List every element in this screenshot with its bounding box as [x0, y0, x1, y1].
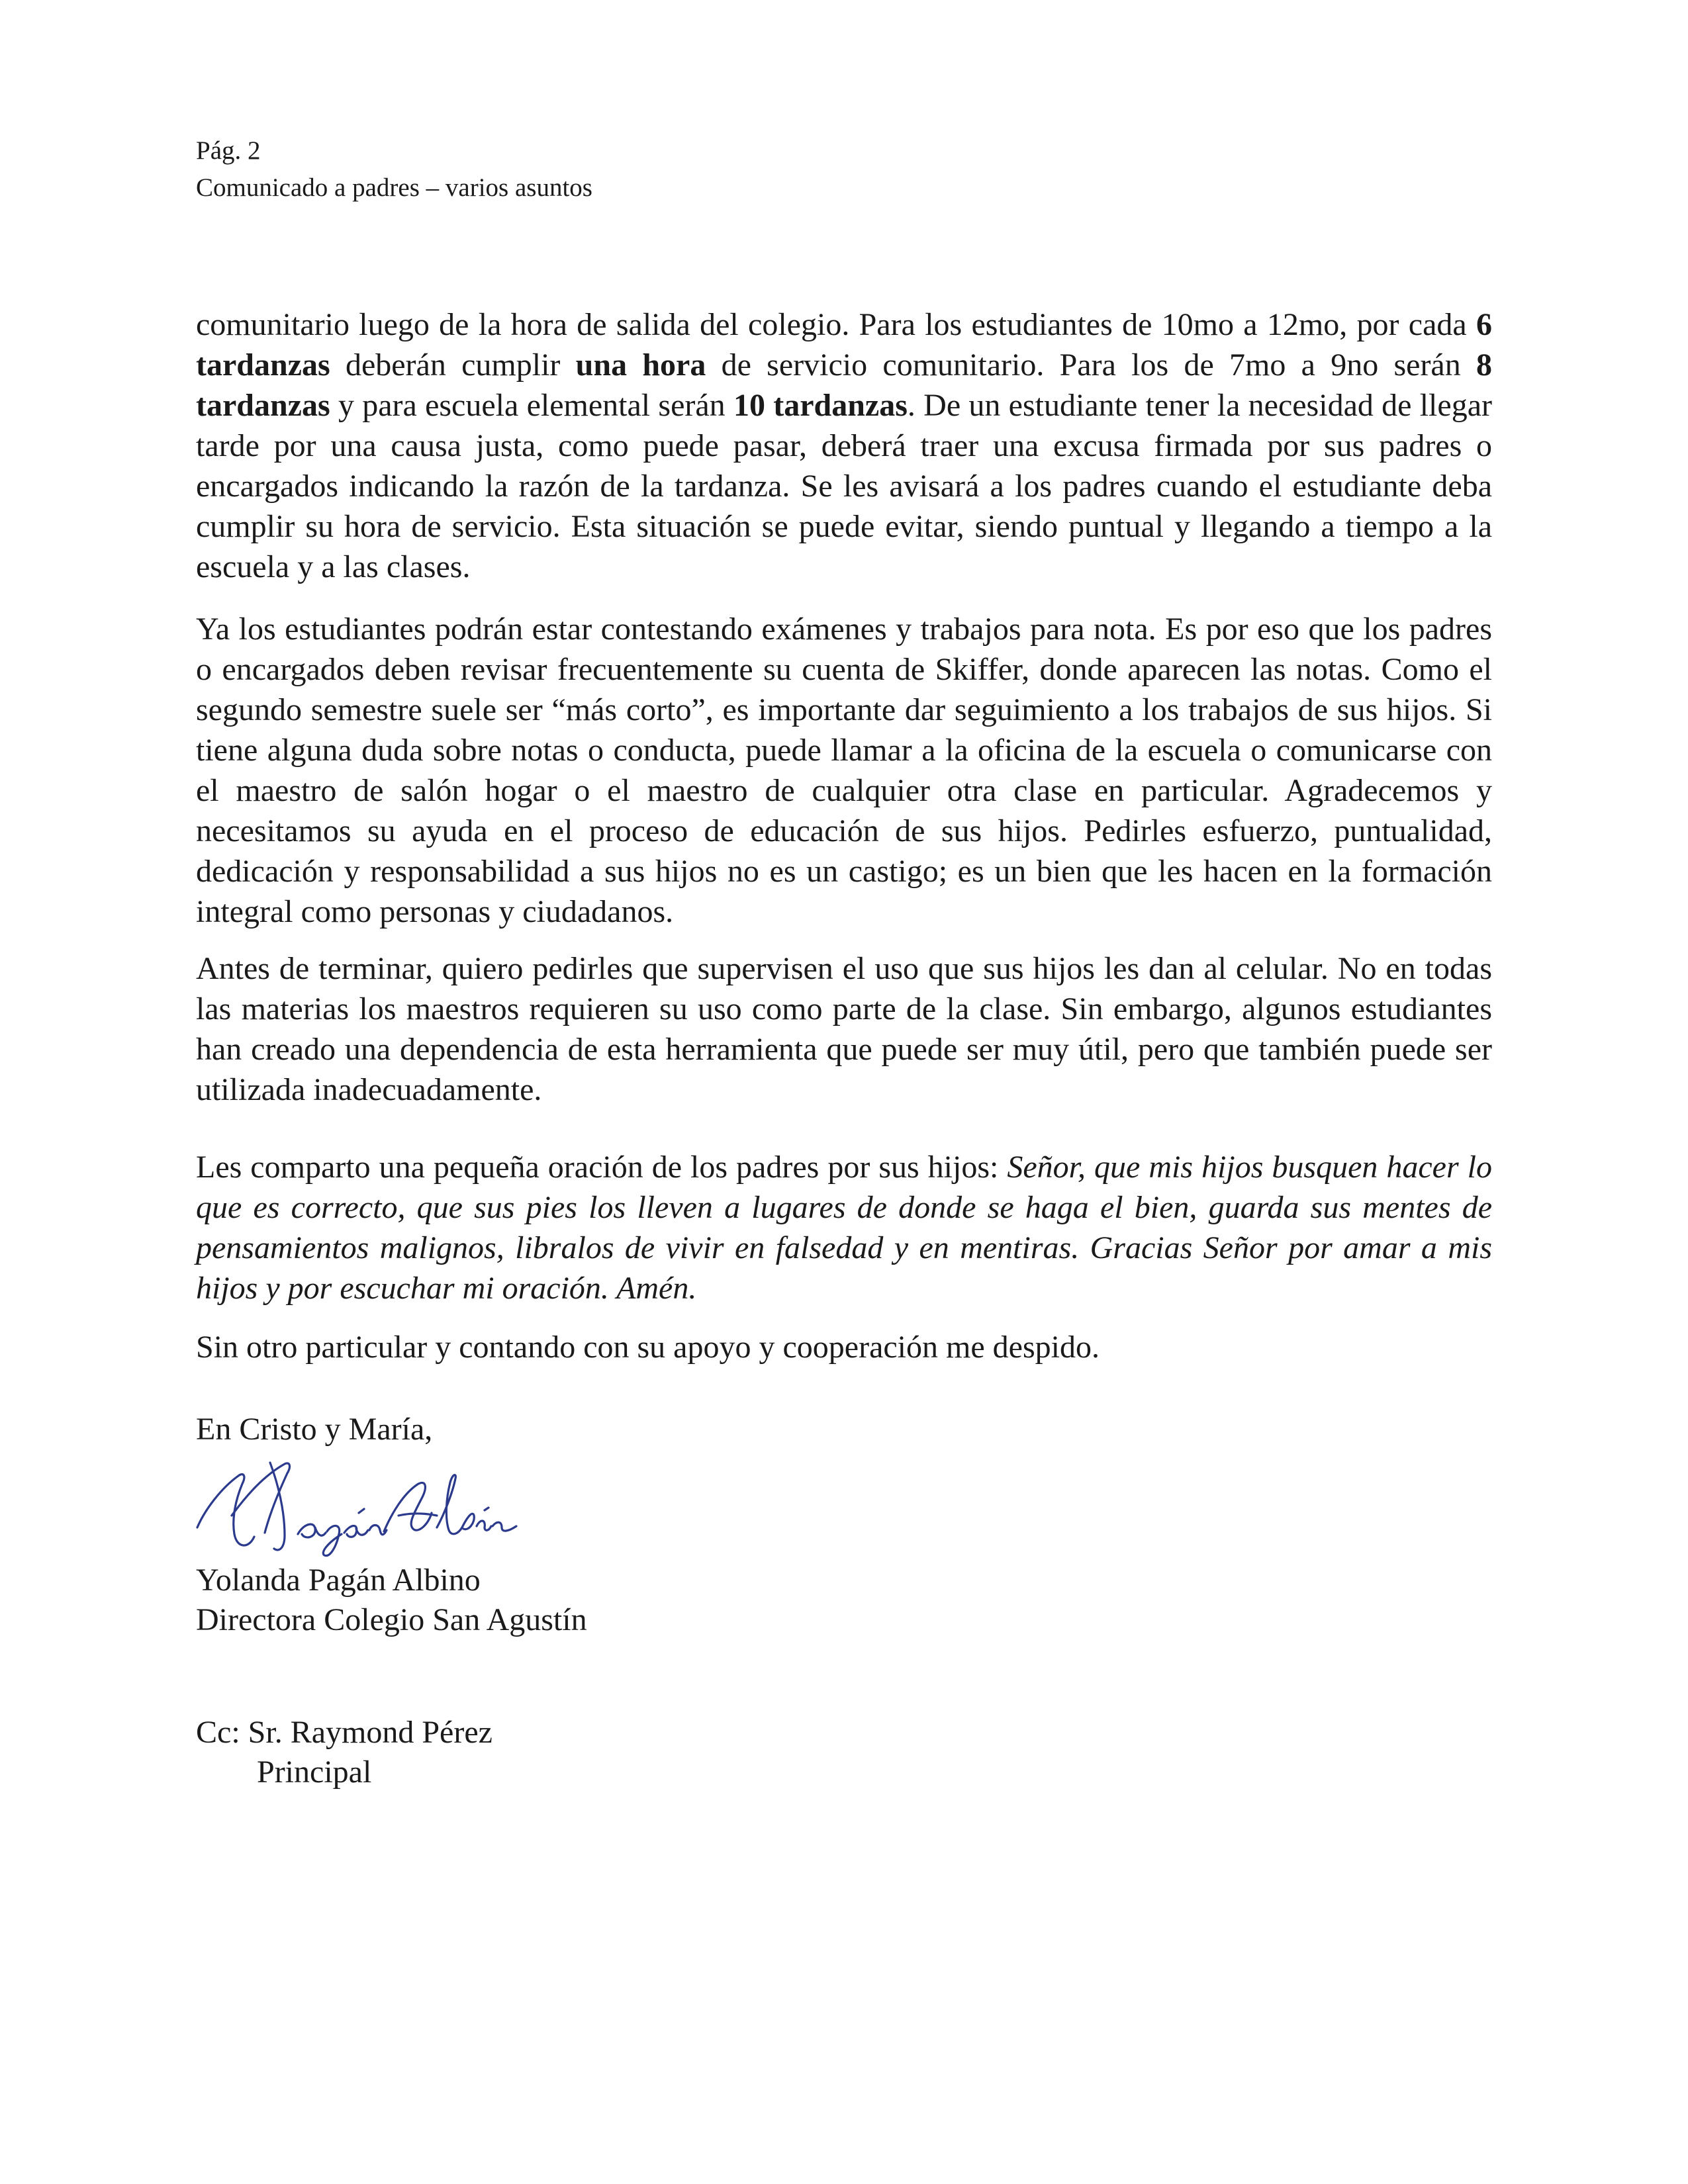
signer-name: Yolanda Pagán Albino	[196, 1563, 481, 1598]
prayer-text: Señor, que mis hijos busquen hacer lo que es correcto, que sus pies los lleven a lugares de donde se haga el bien, guarda sus mentes de pensamientos malignos, libralos de vivir en falsedad y en mentiras. Gracias Señor por amar a mis hijos y por escuchar mi oración. Amén.	[196, 1150, 1493, 1306]
bold-emphasis: 6 tardanzas	[196, 307, 1492, 383]
page-header	[196, 132, 592, 206]
letter-subject: Comunicado a padres – varios asuntos	[196, 173, 592, 202]
paragraph-text: comunitario luego de la hora de salida del colegio. Para los estudiantes de 10mo a 12mo, por cada	[196, 307, 1476, 342]
paragraph-prayer	[196, 1147, 1492, 1308]
paragraph-text: deberán cumplir	[330, 347, 576, 383]
paragraph-text: de servicio comunitario. Para los de 7mo a 9no serán	[706, 347, 1476, 383]
paragraph-text: y para escuela elemental serán	[330, 388, 733, 423]
closing-salutation: En Cristo y María,	[196, 1412, 433, 1447]
page-number: Pág. 2	[196, 136, 261, 165]
signer-block	[196, 1561, 587, 1640]
paragraph-cellphone: Antes de terminar, quiero pedirles que supervisen el uso que sus hijos les dan al celular. No en todas las materias los maestros requieren su uso como parte de la clase. Sin embargo, algunos estudiantes han creado una dependencia de esta herramienta que puede ser muy útil, pero que también puede ser utilizada inadecuadamente.	[196, 951, 1492, 1107]
bold-emphasis: 8 tardanzas	[196, 347, 1492, 423]
cc-recipient: Cc: Sr. Raymond Pérez	[196, 1715, 492, 1750]
paragraph-tardiness	[196, 304, 1492, 587]
handwritten-signature	[185, 1449, 530, 1562]
carbon-copy	[196, 1713, 492, 1792]
paragraph-farewell: Sin otro particular y contando con su apoyo y cooperación me despido.	[196, 1330, 1100, 1365]
bold-emphasis: 10 tardanzas	[733, 388, 908, 423]
bold-emphasis: una hora	[575, 347, 706, 383]
paragraph-grades: Ya los estudiantes podrán estar contestando exámenes y trabajos para nota. Es por eso que los padres o encargados deben revisar frecuentemente su cuenta de Skiffer, donde aparecen las notas. Como el segundo semestre suele ser “más corto”, es importante dar seguimiento a los trabajos de sus hijos. Si tiene alguna duda sobre notas o conducta, puede llamar a la oficina de la escuela o comunicarse con el maestro de salón hogar o el maestro de cualquier otra clase en particular. Agradecemos y necesitamos su ayuda en el proceso de educación de sus hijos. Pedirles esfuerzo, puntualidad, dedicación y responsabilidad a sus hijos no es un castigo; es un bien que les hacen en la formación integral como personas y ciudadanos.	[196, 612, 1492, 929]
prayer-intro: Les comparto una pequeña oración de los padres por sus hijos:	[196, 1150, 1008, 1185]
cc-role: Principal	[257, 1754, 372, 1790]
paragraph-text: . De un estudiante tener la necesidad de llegar tarde por una causa justa, como puede pasar, deberá traer una excusa firmada por sus padres o encargados indicando la razón de la tardanza. Se les avisará a los padres cuando el estudiante deba cumplir su hora de servicio. Esta situación se puede evitar, siendo puntual y llegando a tiempo a la escuela y a las clases.	[196, 388, 1492, 584]
signer-title: Directora Colegio San Agustín	[196, 1602, 587, 1637]
